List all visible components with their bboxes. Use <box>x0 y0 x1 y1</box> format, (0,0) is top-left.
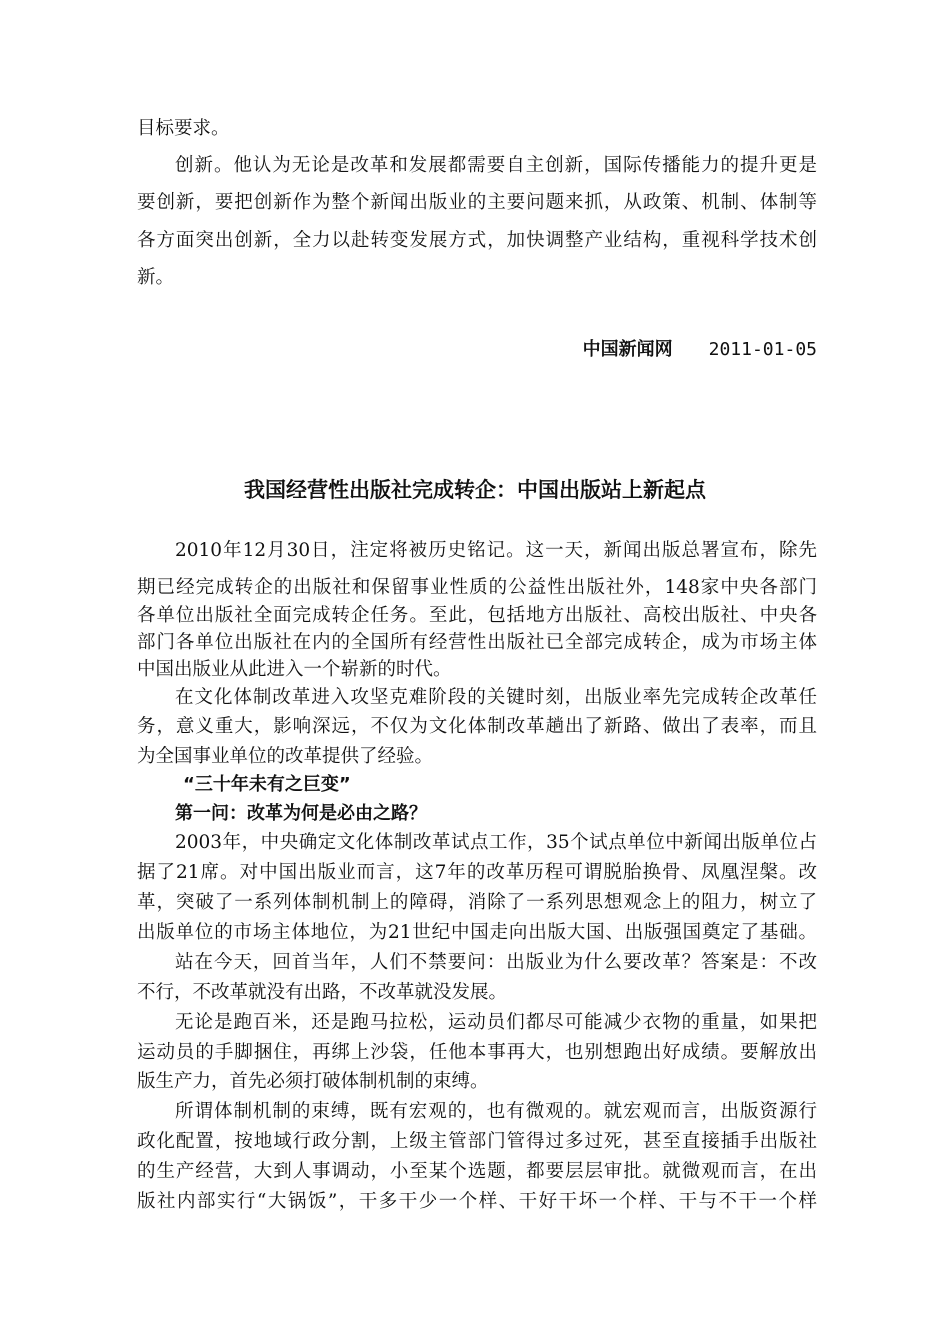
article-line: 不行，不改革就没有出路，不改革就没发展。 <box>137 982 508 1003</box>
article-line: 各单位出版社全面完成转企任务。至此，包括地方出版社、高校出版社、中央各 <box>137 605 817 626</box>
article-line: 务，意义重大，影响深远，不仅为文化体制改革趟出了新路、做出了表率，而且 <box>137 716 817 737</box>
article-line: 出版单位的市场主体地位，为21世纪中国走向出版大国、出版强国奠定了基础。 <box>137 922 817 943</box>
article-title: 我国经营性出版社完成转企：中国出版站上新起点 <box>244 478 706 502</box>
source-name: 中国新闻网 <box>582 339 673 360</box>
article-line: 2003年，中央确定文化体制改革试点工作，35个试点单位中新闻出版单位占 <box>175 832 817 853</box>
article-line: 据了21席。对中国出版业而言，这7年的改革历程可谓脱胎换骨、凤凰涅槃。改 <box>137 862 817 883</box>
article-line: 部门各单位出版社在内的全国所有经营性出版社已全部完成转企，成为市场主体 <box>137 632 817 653</box>
text-line: 各方面突出创新，全力以赴转变发展方式，加快调整产业结构，重视科学技术创 <box>137 230 817 251</box>
text-line: 创新。他认为无论是改革和发展都需要自主创新，国际传播能力的提升更是 <box>175 155 817 176</box>
source-line <box>583 337 817 363</box>
text-line: 新。 <box>137 267 175 288</box>
article-line: 运动员的手脚捆住，再绑上沙袋，任他本事再大，也别想跑出好成绩。要解放出 <box>137 1042 817 1063</box>
article-line: 无论是跑百米，还是跑马拉松，运动员们都尽可能减少衣物的重量，如果把 <box>175 1012 817 1033</box>
article-line: 的生产经营，大到人事调动，小至某个选题，都要层层审批。就微观而言，在出 <box>137 1161 817 1182</box>
article-line: 版生产力，首先必须打破体制机制的束缚。 <box>137 1071 489 1092</box>
article-line: 所谓体制机制的束缚，既有宏观的，也有微观的。就宏观而言，出版资源行 <box>175 1101 817 1122</box>
article-line: 革，突破了一系列体制机制上的障碍，消除了一系列思想观念上的阻力，树立了 <box>137 892 817 913</box>
subsection-heading: 第一问：改革为何是必由之路？ <box>175 803 427 824</box>
article-line: 中国出版业从此进入一个崭新的时代。 <box>137 659 452 680</box>
article-line: 期已经完成转企的出版社和保留事业性质的公益性出版社外，148家中央各部门 <box>137 577 817 598</box>
source-date: 2011-01-05 <box>708 339 817 360</box>
article-line: 为全国事业单位的改革提供了经验。 <box>137 746 434 767</box>
article-line: 站在今天，回首当年，人们不禁要问：出版业为什么要改革？答案是：不改 <box>175 952 817 973</box>
article-line: 2010年12月30日，注定将被历史铭记。这一天，新闻出版总署宣布，除先 <box>175 540 817 561</box>
article-line: 政化配置，按地域行政分割，上级主管部门管得过多过死，甚至直接插手出版社 <box>137 1131 817 1152</box>
section-heading: “三十年未有之巨变” <box>183 774 351 795</box>
article-line: 在文化体制改革进入攻坚克难阶段的关键时刻，出版业率先完成转企改革任 <box>175 687 817 708</box>
text-line: 要创新，要把创新作为整个新闻出版业的主要问题来抓，从政策、机制、体制等 <box>137 192 817 213</box>
text-line: 目标要求。 <box>137 118 230 139</box>
article-line: 版社内部实行“大锅饭”，干多干少一个样、干好干坏一个样、干与不干一个样 <box>137 1191 817 1212</box>
